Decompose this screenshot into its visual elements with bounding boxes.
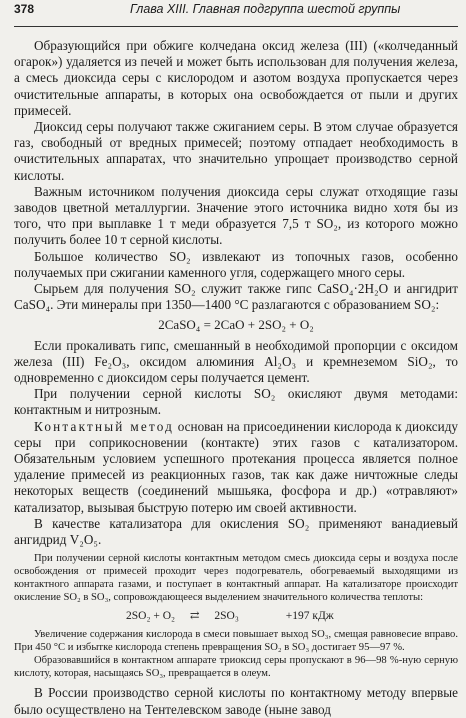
equation-heat: +197 кДж xyxy=(285,610,334,623)
small-paragraph-equilibrium: Увеличение содержания кислорода в смеси повышает выход SO₃, смещая равновесие вправо. При 450 °C и избытке кислорода степень превращения SO₂ в SO₃ достигает 95—97 %. xyxy=(14,629,458,654)
paragraph-russia: В России производство серной кислоты по контактному методу впервые было осуществлено на Тентелевском заводе (ныне завод xyxy=(14,685,458,717)
paragraph-catalyst: В качестве катализатора для окисления SO₂ применяют ванадиевый ангидрид V₂O₅. xyxy=(14,515,458,548)
paragraph-metallurgy: Важным источником получения диоксида серы служат отходящие газы заводов цветной металлургии. Значение этого источника видно хотя бы из того, что при выплавке 1 т меди образуется 7,5 т SO₂, из которого можно получить более 10 т серной кислоты. xyxy=(14,183,458,248)
paragraph-sulfur-burning: Диоксид серы получают также сжиганием серы. В этом случае образуется газ, свободный от вредных примесей; поэтому отпадает необходимость в очистительных аппаратах, что значительно упрощает производство серной кислоты. xyxy=(14,119,458,183)
running-title: Глава XIII. Главная подгруппа шестой группы xyxy=(130,2,401,16)
term-contact-method: Контактный метод xyxy=(34,418,175,434)
equation-left: 2SO₂ + O₂ xyxy=(126,610,176,623)
page-header xyxy=(14,0,458,27)
contact-method-text: основан на присоединении кислорода к диоксиду серы при соприкосновении (контакте) этих газов с катализатором. Обязательным условием успешного протекания процесса является полное удаление примесей из реакционных газов, так как даже ничтожные следы некоторых веществ (соединений мышьяка, фосфора и др.) «отравляют» катализатор, вызывая быструю потерю им своей активности. xyxy=(14,418,458,515)
equilibrium-arrow-icon: ⇄ xyxy=(189,610,200,623)
equation-so2-oxidation xyxy=(126,610,458,623)
paragraph-methods: При получении серной кислоты SO₂ окисляют двумя методами: контактным и нитрозным. xyxy=(14,386,458,418)
small-paragraph-oleum: Образовавшийся в контактном аппарате триоксид серы пропускают в 96—98 %-ную серную кислоту, которая, насыщаясь SO₃, превращается в олеум. xyxy=(14,654,458,679)
equation-gypsum-decomposition: 2CaSO₄ = 2CaO + 2SO₂ + O₂ xyxy=(158,317,314,333)
small-paragraph-process: При получении серной кислоты контактным методом смесь диоксида серы и воздуха после освобождения от примесей проходит через подогреватель, обогреваемый выходящими из контактного аппарата газами, и поступает в контактный аппарат. На катализаторе происходит окисление SO₂ в SO₃, сопровождающееся выделением значительного количества теплоты: xyxy=(14,553,458,603)
paragraph-gypsum: Сырьем для получения SO₂ служит также гипс CaSO₄·2H₂O и ангидрит CaSO₄. Эти минералы при 1350—1400 °C разлагаются с образованием SO₂: xyxy=(14,281,458,313)
paragraph-flue-gas: Большое количество SO₂ извлекают из топочных газов, особенно получаемых при сжигании каменного угля, содержащего много серы. xyxy=(14,248,458,280)
paragraph-cement: Если прокаливать гипс, смешанный в необходимой пропорции с оксидом железа (III) Fe₂O₃, оксидом алюминия Al₂O₃ и кремнеземом SiO₂, то одновременно с диоксидом серы получается цемент. xyxy=(14,337,458,386)
small-print-block xyxy=(14,553,458,680)
paragraph-contact-method xyxy=(14,419,458,516)
paragraph-ogarok: Образующийся при обжиге колчедана оксид железа (III) («колчеданный огарок») удаляется из печей и может быть использован для получения железа, а смесь диоксида серы с кислородом и азотом воздуха пропускается через очистительные аппараты, в которых она освобождается от пыли и других примесей. xyxy=(14,38,458,118)
page-number: 378 xyxy=(14,2,35,16)
equation-right: 2SO₃ xyxy=(214,610,239,623)
